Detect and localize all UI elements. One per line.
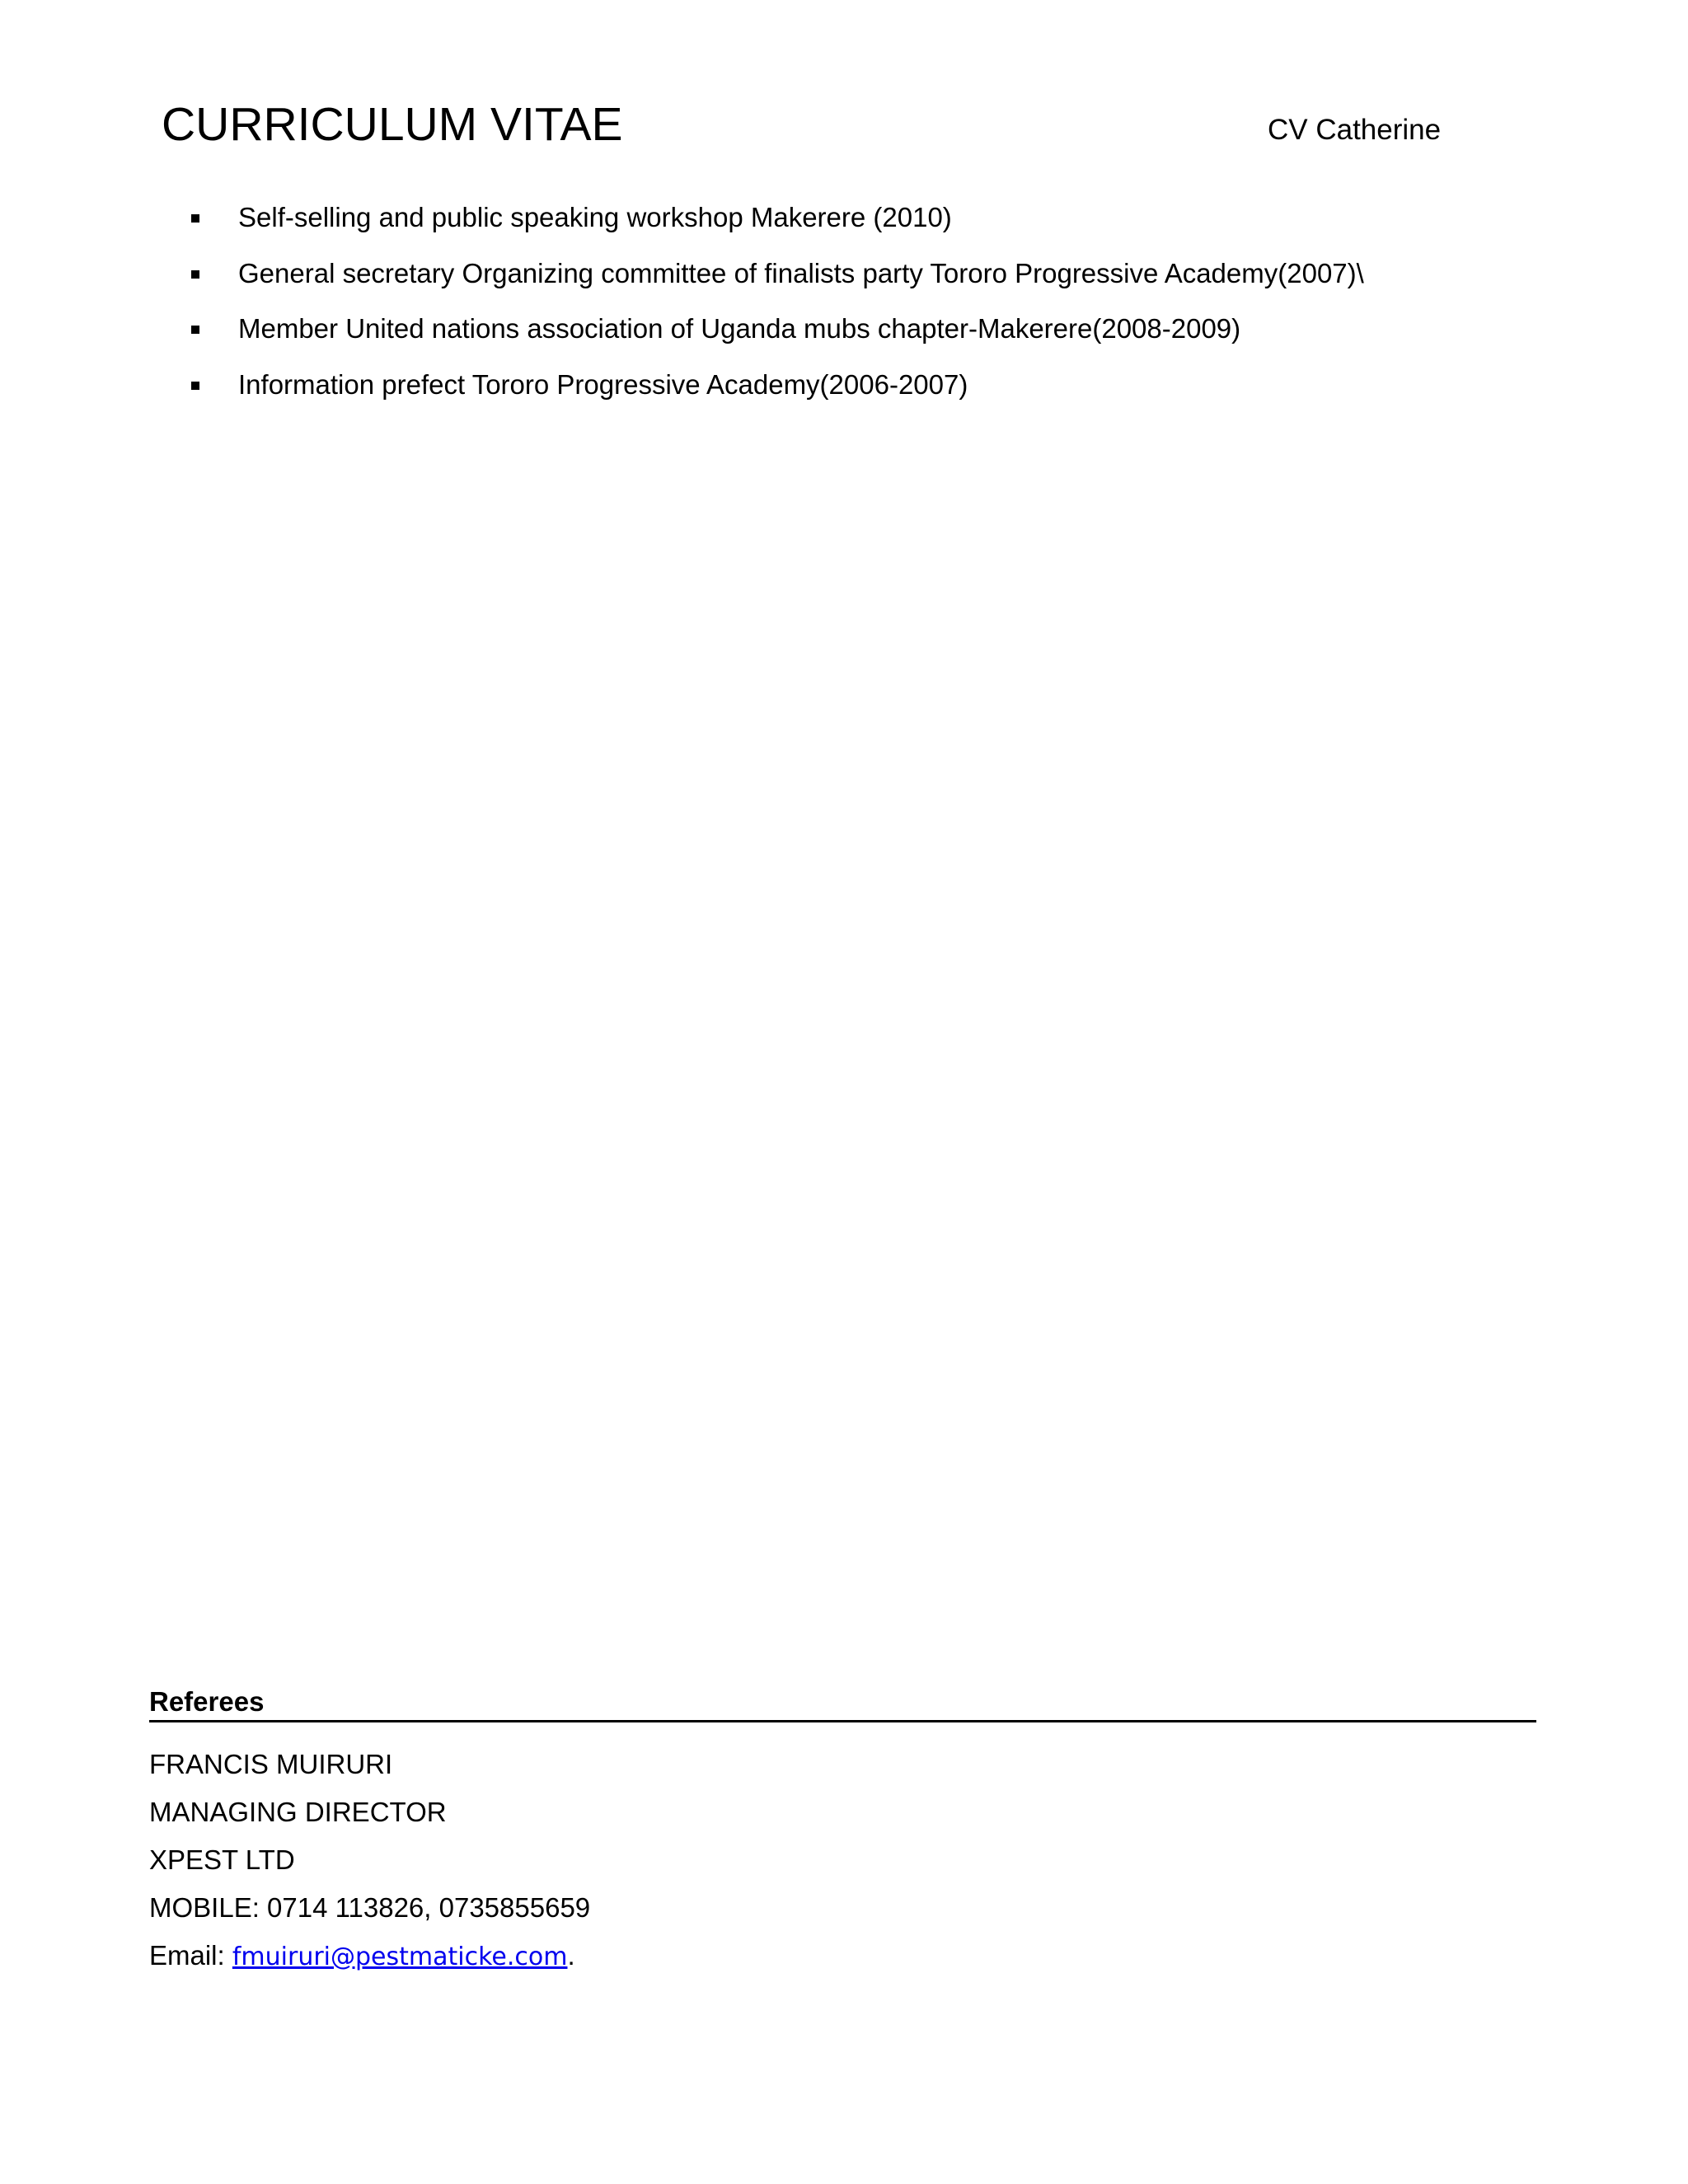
activities-list <box>0 198 1688 420</box>
list-item-text: Member United nations association of Uganda mubs chapter-Makerere(2008-2009) <box>238 313 1241 344</box>
email-link[interactable]: fmuiruri@pestmaticke.com <box>232 1943 568 1971</box>
list-item <box>0 198 1688 254</box>
document-name-label: CV Catherine <box>1268 114 1442 146</box>
referee-company: XPEST LTD <box>149 1844 295 1875</box>
referee-name: FRANCIS MUIRURI <box>149 1749 393 1779</box>
section-divider <box>149 1720 1536 1722</box>
square-bullet-icon <box>191 270 199 279</box>
list-item <box>0 309 1688 365</box>
referee-email-line <box>149 1938 575 1975</box>
page-title: CURRICULUM VITAE <box>162 98 623 151</box>
referees-heading: Referees <box>149 1686 265 1717</box>
list-item <box>0 365 1688 421</box>
email-suffix: . <box>567 1940 575 1971</box>
email-label: Email: <box>149 1940 232 1971</box>
list-item-text: Information prefect Tororo Progressive Academy(2006-2007) <box>238 368 968 400</box>
square-bullet-icon <box>191 214 199 223</box>
list-item-text: Self-selling and public speaking workshop Makerere (2010) <box>238 202 952 232</box>
referee-position: MANAGING DIRECTOR <box>149 1797 447 1827</box>
list-item <box>0 254 1688 310</box>
square-bullet-icon <box>191 382 199 390</box>
referee-mobile: MOBILE: 0714 113826, 0735855659 <box>149 1892 591 1923</box>
square-bullet-icon <box>191 326 199 334</box>
list-item-text: General secretary Organizing committee of finalists party Tororo Progressive Academy(2007)\ <box>238 257 1364 288</box>
